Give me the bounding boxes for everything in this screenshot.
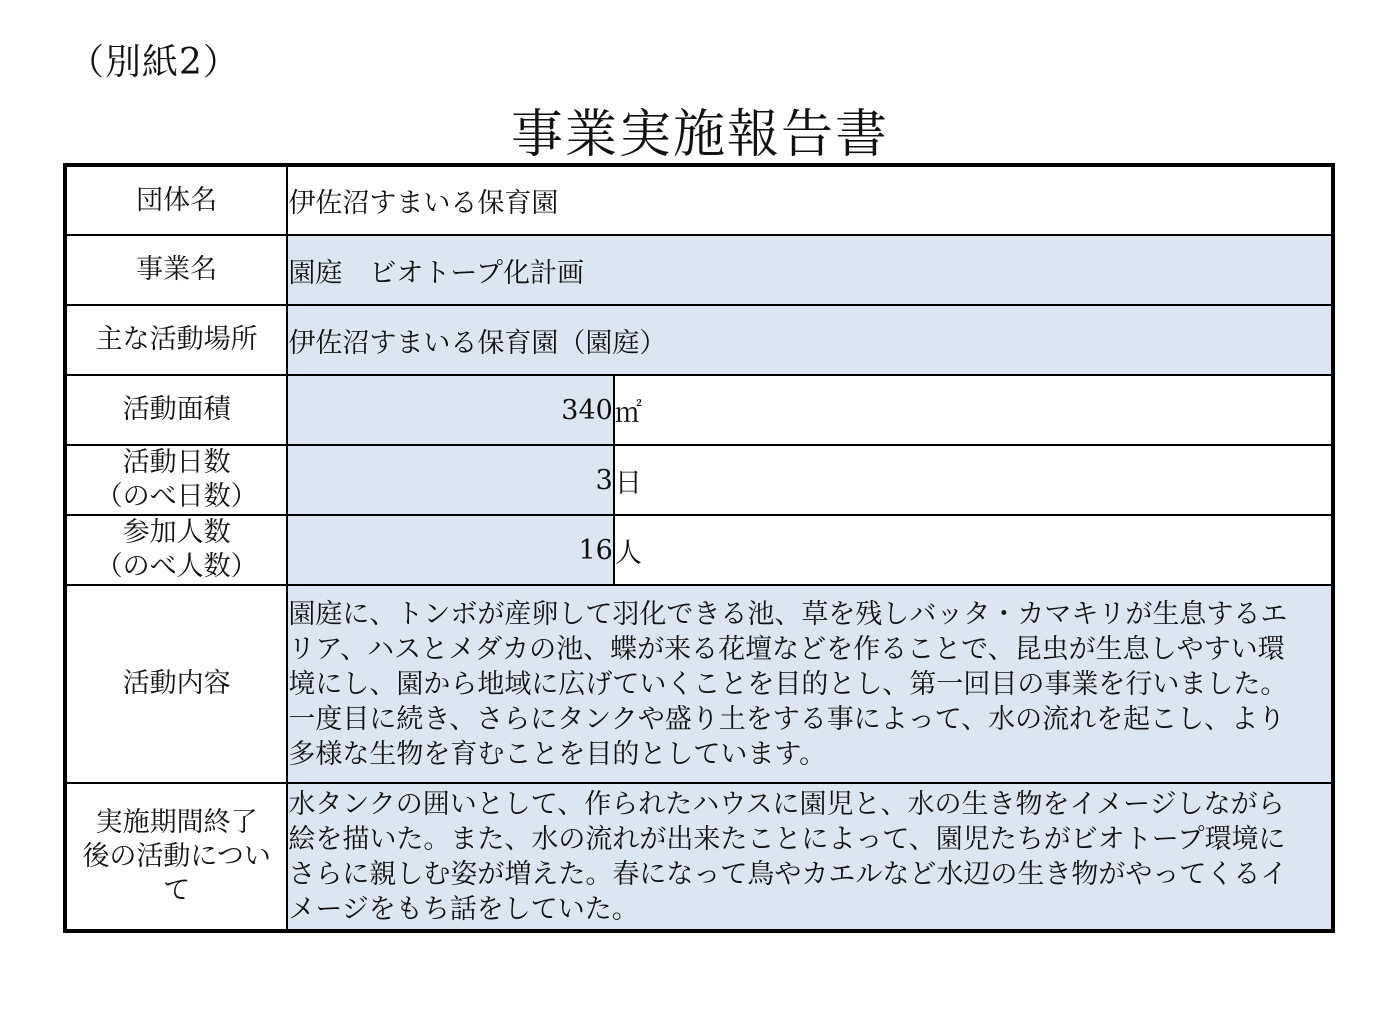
row-organization: [65, 165, 1333, 235]
content-line: リア、ハスとメダカの池、蝶が来る花壇などを作ることで、昆虫が生息しやすい環: [288, 633, 1285, 665]
value-participants: 16: [287, 515, 614, 585]
row-after-activities: [65, 783, 1333, 931]
value-content: [287, 585, 1333, 783]
label-content: 活動内容: [65, 585, 287, 783]
label-after-line3: て: [163, 874, 191, 906]
label-days-line1: 活動日数: [122, 447, 231, 478]
content-line: 境にし、園から地域に広げていくことを目的とし、第一回目の事業を行いました。: [288, 668, 1288, 700]
report-table: [63, 163, 1335, 933]
after-line: メージをもち話をしていた。: [288, 893, 639, 925]
value-organization: 伊佐沼すまいる保育園: [287, 165, 1333, 235]
label-organization: 団体名: [65, 165, 287, 235]
label-participants-line2: （のべ人数）: [95, 551, 258, 582]
attachment-note: （別紙2）: [68, 42, 240, 83]
value-place: 伊佐沼すまいる保育園（園庭）: [287, 305, 1333, 375]
after-line: さらに親しむ姿が増えた。春になって鳥やカエルなど水辺の生き物がやってくるイ: [288, 858, 1288, 890]
after-line: 絵を描いた。また、水の流れが出来たことによって、園児たちがビオトープ環境に: [288, 823, 1286, 855]
label-participants: [65, 515, 287, 585]
label-days: [65, 445, 287, 515]
unit-participants: 人: [614, 515, 1333, 585]
label-after-line2: 後の活動につい: [82, 840, 271, 872]
label-days-line2: （のべ日数）: [95, 481, 258, 512]
label-place: 主な活動場所: [65, 305, 287, 375]
content-line: 多様な生物を育むことを目的としています。: [288, 738, 827, 770]
label-project: 事業名: [65, 235, 287, 305]
report-title: 事業実施報告書: [510, 105, 889, 165]
label-after-activities: [65, 783, 287, 931]
content-line: 一度目に続き、さらにタンクや盛り土をする事によって、水の流れを起こし、より: [288, 703, 1286, 735]
row-days: [65, 445, 1333, 515]
unit-days: 日: [614, 445, 1333, 515]
value-project: 園庭 ビオトープ化計画: [287, 235, 1333, 305]
row-content: [65, 585, 1333, 783]
after-line: 水タンクの囲いとして、作られたハウスに園児と、水の生き物をイメージしながら: [288, 788, 1285, 820]
value-area: 340: [287, 375, 614, 445]
content-line: 園庭に、トンボが産卵して羽化できる池、草を残しバッタ・カマキリが生息するエ: [288, 598, 1288, 630]
row-project: [65, 235, 1333, 305]
value-days: 3: [287, 445, 614, 515]
row-place: [65, 305, 1333, 375]
label-area: 活動面積: [65, 375, 287, 445]
row-participants: [65, 515, 1333, 585]
unit-area: ㎡: [614, 375, 1333, 445]
label-participants-line1: 参加人数: [122, 517, 231, 548]
value-after-activities: [287, 783, 1333, 931]
row-area: [65, 375, 1333, 445]
label-after-line1: 実施期間終了: [95, 806, 258, 838]
